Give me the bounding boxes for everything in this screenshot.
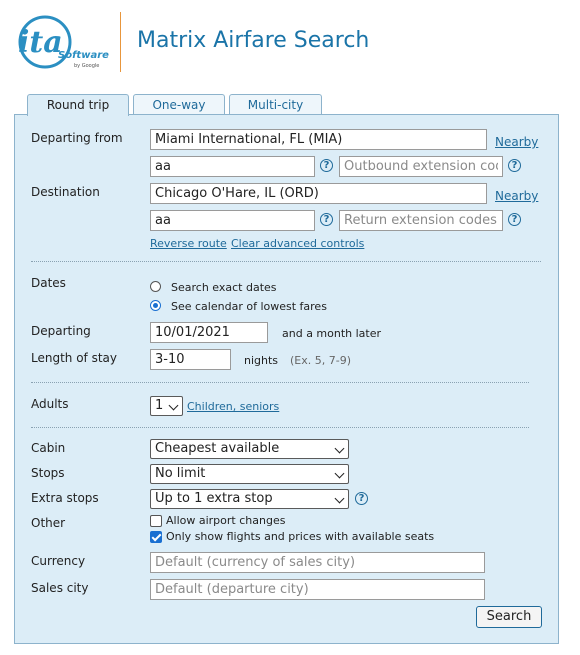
sales-city-label: Sales city xyxy=(31,581,89,595)
cabin-select[interactable] xyxy=(150,439,349,459)
departing-label: Departing xyxy=(31,324,91,338)
length-example-text: (Ex. 5, 7-9) xyxy=(290,354,351,367)
stops-select-value: No limit xyxy=(155,466,206,481)
reverse-route-link[interactable]: Reverse route xyxy=(150,237,227,250)
nearby-destination-link[interactable]: Nearby xyxy=(495,189,539,203)
section-divider xyxy=(31,382,529,383)
dates-label: Dates xyxy=(31,276,66,290)
outbound-routing-help-icon[interactable]: ? xyxy=(320,159,333,172)
outbound-extension-input[interactable] xyxy=(339,156,503,177)
currency-label: Currency xyxy=(31,554,86,568)
extra-stops-select[interactable] xyxy=(150,489,349,509)
extra-stops-help-icon[interactable]: ? xyxy=(355,492,368,505)
chevron-down-icon xyxy=(169,401,179,411)
destination-label: Destination xyxy=(31,185,100,199)
header-divider xyxy=(120,12,121,72)
cabin-label: Cabin xyxy=(31,441,66,455)
return-extension-help-icon[interactable]: ? xyxy=(508,213,521,226)
cabin-select-value: Cheapest available xyxy=(155,441,280,456)
allow-airport-changes-checkbox[interactable] xyxy=(150,515,162,527)
tab-one-way[interactable]: One-way xyxy=(133,94,225,115)
section-divider xyxy=(31,427,529,428)
search-button[interactable]: Search xyxy=(476,606,542,628)
length-of-stay-label: Length of stay xyxy=(31,351,117,365)
departing-from-label: Departing from xyxy=(31,131,123,145)
logo-software-text: Software xyxy=(58,50,109,61)
adults-label: Adults xyxy=(31,397,69,411)
chevron-down-icon xyxy=(335,494,345,504)
see-calendar-radio[interactable] xyxy=(150,300,161,311)
nearby-origin-link[interactable]: Nearby xyxy=(495,135,539,149)
length-of-stay-input[interactable] xyxy=(150,349,231,370)
extra-stops-select-value: Up to 1 extra stop xyxy=(155,491,273,506)
return-extension-input[interactable] xyxy=(339,210,503,231)
extra-stops-label: Extra stops xyxy=(31,491,99,505)
currency-input[interactable] xyxy=(150,552,485,573)
stops-select[interactable] xyxy=(150,464,349,484)
adults-select-value: 1 xyxy=(155,398,164,413)
search-exact-dates-label: Search exact dates xyxy=(171,281,277,294)
only-show-available-label: Only show flights and prices with available seats xyxy=(166,530,435,543)
section-divider xyxy=(31,261,541,262)
nights-text: nights xyxy=(244,354,279,367)
page-title: Matrix Airfare Search xyxy=(137,28,370,53)
month-later-text: and a month later xyxy=(282,327,382,340)
tab-round-trip[interactable]: Round trip xyxy=(27,94,129,116)
return-routing-input[interactable] xyxy=(150,210,315,231)
clear-advanced-controls-link[interactable]: Clear advanced controls xyxy=(231,237,365,250)
outbound-routing-input[interactable] xyxy=(150,156,315,177)
other-label: Other xyxy=(31,516,66,530)
chevron-down-icon xyxy=(335,469,345,479)
search-exact-dates-radio[interactable] xyxy=(150,281,161,292)
see-calendar-label: See calendar of lowest fares xyxy=(171,300,327,313)
ita-software-logo xyxy=(12,10,112,75)
sales-city-input[interactable] xyxy=(150,579,485,600)
allow-airport-changes-label: Allow airport changes xyxy=(166,514,286,527)
tab-multi-city[interactable]: Multi-city xyxy=(229,94,322,115)
only-show-available-checkbox[interactable] xyxy=(150,531,162,543)
stops-label: Stops xyxy=(31,466,65,480)
destination-input[interactable] xyxy=(150,183,487,204)
logo-google-text: by Google xyxy=(74,63,100,69)
chevron-down-icon xyxy=(335,444,345,454)
departing-from-input[interactable] xyxy=(150,129,487,150)
children-seniors-link[interactable]: Children, seniors xyxy=(187,400,280,413)
outbound-extension-help-icon[interactable]: ? xyxy=(508,159,521,172)
logo-ita-text: ita xyxy=(18,25,63,60)
adults-select[interactable] xyxy=(150,396,183,416)
departing-date-input[interactable] xyxy=(150,322,268,343)
return-routing-help-icon[interactable]: ? xyxy=(320,213,333,226)
